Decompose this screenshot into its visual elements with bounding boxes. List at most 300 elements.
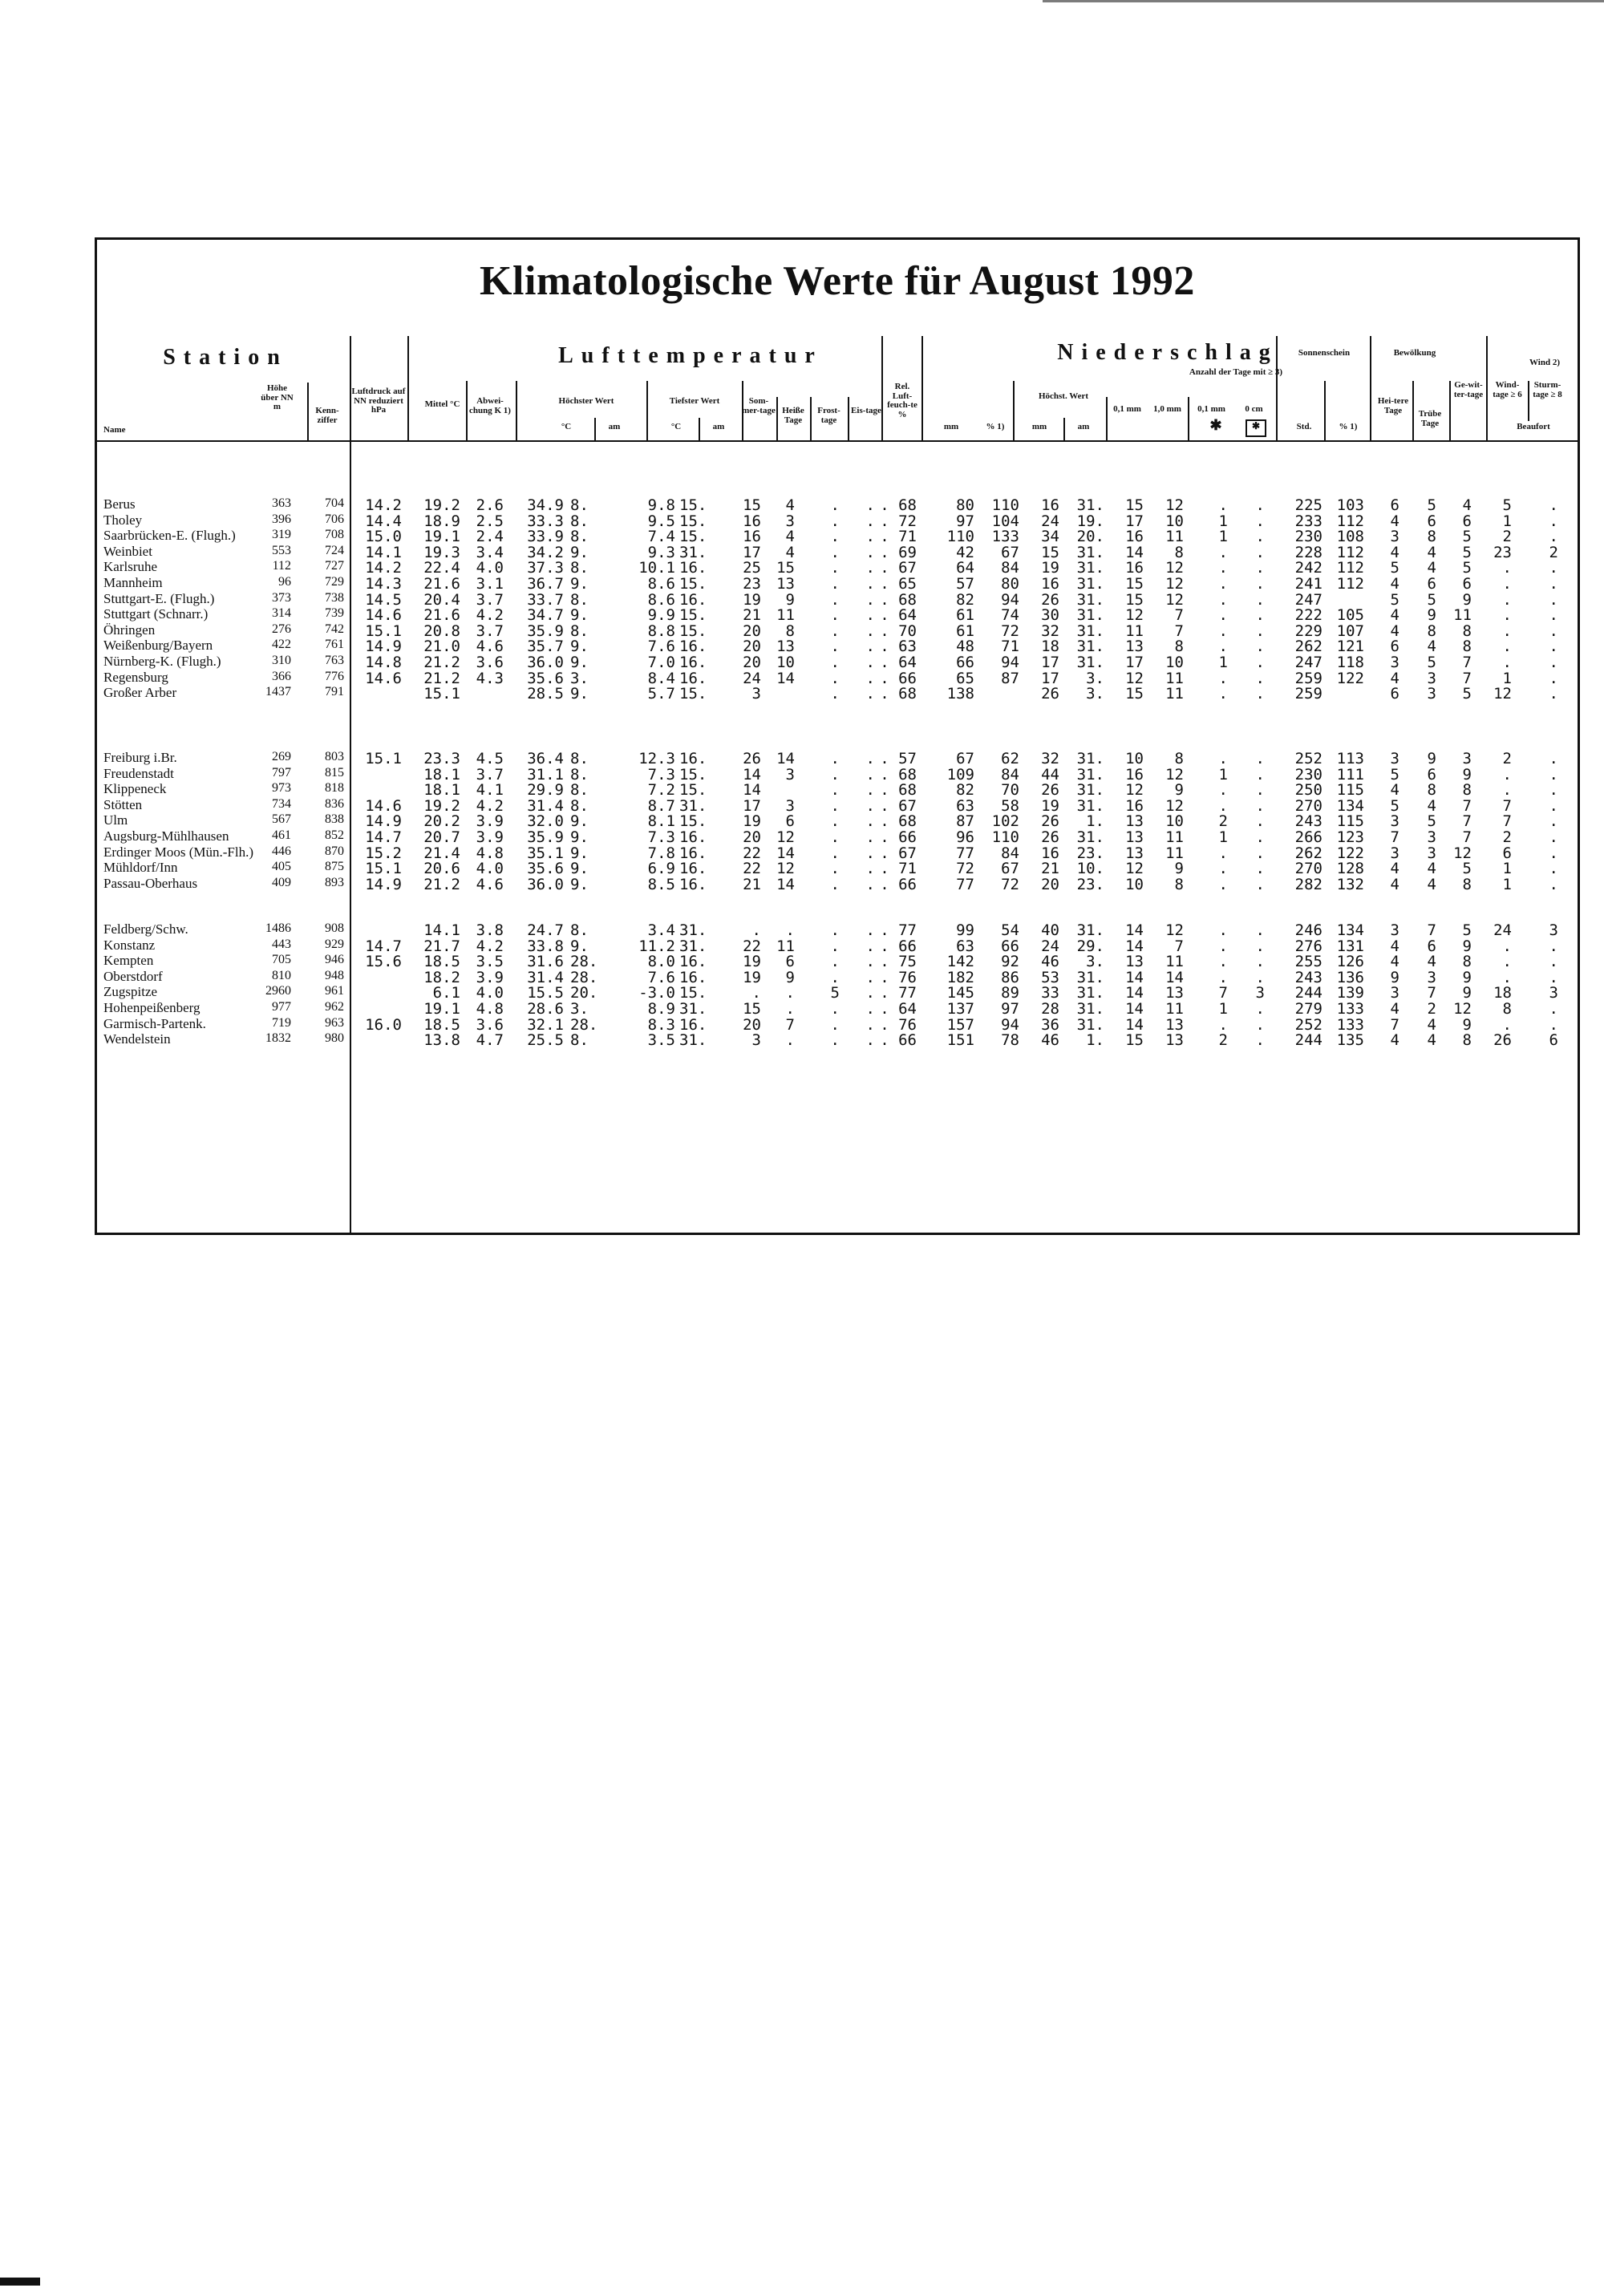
tage-01mm-b-cell: 1 bbox=[1218, 828, 1228, 846]
station-name-cell: Garmisch-Partenk. bbox=[103, 1015, 206, 1031]
sonne-prozent-cell: 108 bbox=[1336, 528, 1364, 546]
tage-01mm-cell: 12 bbox=[1125, 860, 1144, 878]
hoechst-temp-am-cell: 9. bbox=[570, 575, 589, 593]
niederschlag-prozent-cell: 84 bbox=[1001, 765, 1019, 784]
eistage-cell: . bbox=[865, 1000, 875, 1018]
tiefst-temp-am-cell: 16. bbox=[679, 559, 707, 577]
hoechst-temp-cell: 34.9 bbox=[527, 496, 564, 514]
frosttage-cell: . bbox=[830, 543, 840, 561]
tiefst-temp-cell: 7.3 bbox=[647, 765, 675, 784]
niederschlag-mm-cell: 66 bbox=[956, 654, 974, 671]
frosttage-cell: . bbox=[830, 781, 840, 800]
header-hoechster-wert: Höchster Wert bbox=[558, 396, 614, 406]
hoechst-temp-cell: 37.3 bbox=[527, 559, 564, 577]
header-hoechst-wert: Höchst. Wert bbox=[1038, 391, 1089, 401]
tage-01mm-cell: 14 bbox=[1125, 1015, 1144, 1034]
sturmtage-cell: . bbox=[1549, 669, 1558, 687]
kennziffer-cell: 946 bbox=[325, 953, 344, 967]
rel-feuchte-cell: . 64 bbox=[880, 606, 917, 625]
luftdruck-cell: 14.6 bbox=[365, 606, 402, 625]
tage-01mm-b-cell: . bbox=[1218, 968, 1228, 986]
hoechst-mm-cell: 16 bbox=[1041, 844, 1059, 862]
hdr-rule bbox=[1449, 381, 1451, 440]
sommertage-cell: 15 bbox=[743, 496, 761, 514]
niederschlag-mm-cell: 72 bbox=[956, 860, 974, 878]
eistage-cell: . bbox=[865, 765, 875, 784]
tage-01mm-b-cell: . bbox=[1218, 921, 1228, 939]
heitere-tage-cell: 9 bbox=[1390, 968, 1399, 986]
sturmtage-cell: . bbox=[1549, 638, 1558, 656]
niederschlag-prozent-cell: 104 bbox=[991, 512, 1019, 530]
hoechst-am-cell: 31. bbox=[1076, 1015, 1104, 1034]
niederschlag-mm-cell: 97 bbox=[956, 512, 974, 530]
station-name-cell: Oberstdorf bbox=[103, 968, 163, 984]
hoehe-cell: 366 bbox=[272, 669, 291, 683]
niederschlag-mm-cell: 138 bbox=[946, 685, 974, 703]
hoechst-am-cell: 23. bbox=[1076, 844, 1104, 862]
tage-10mm-cell: 8 bbox=[1174, 543, 1184, 561]
hoehe-cell: 314 bbox=[272, 606, 291, 621]
niederschlag-prozent-cell: 89 bbox=[1001, 984, 1019, 1002]
sonne-prozent-cell: 118 bbox=[1336, 654, 1364, 671]
sturmtage-cell: . bbox=[1549, 937, 1558, 955]
abweichung-cell: 4.8 bbox=[476, 844, 504, 862]
rel-feuchte-cell: . 66 bbox=[880, 669, 917, 687]
abweichung-cell: 4.1 bbox=[476, 781, 504, 800]
niederschlag-mm-cell: 87 bbox=[956, 812, 974, 831]
tiefst-temp-am-cell: 16. bbox=[679, 590, 707, 609]
hoechst-mm-cell: 18 bbox=[1041, 638, 1059, 656]
eistage-cell: . bbox=[865, 1031, 875, 1050]
sturmtage-cell: . bbox=[1549, 512, 1558, 530]
gewitter-cell: 5 bbox=[1462, 528, 1472, 546]
kennziffer-cell: 838 bbox=[325, 812, 344, 827]
hoechst-am-cell: 31. bbox=[1076, 984, 1104, 1002]
tage-01mm-b-cell: . bbox=[1218, 496, 1228, 514]
tage-01mm-b-cell: 2 bbox=[1218, 1031, 1228, 1050]
windtage-cell: . bbox=[1502, 622, 1512, 640]
luftdruck-cell: 14.2 bbox=[365, 496, 402, 514]
sonne-prozent-cell: 115 bbox=[1336, 781, 1364, 800]
heisse-tage-cell: 7 bbox=[785, 1015, 795, 1034]
hoechst-mm-cell: 36 bbox=[1041, 1015, 1059, 1034]
kennziffer-cell: 738 bbox=[325, 590, 344, 605]
hoehe-cell: 2960 bbox=[265, 984, 291, 998]
sonne-std-cell: 276 bbox=[1294, 937, 1322, 955]
hoechst-temp-cell: 33.8 bbox=[527, 937, 564, 955]
hoechst-temp-am-cell: 8. bbox=[570, 528, 589, 546]
mittel-cell: 18.9 bbox=[423, 512, 460, 530]
hdr-rule bbox=[921, 336, 923, 440]
snow-symbol-icon: ✱ bbox=[1209, 417, 1222, 433]
eistage-cell: . bbox=[865, 622, 875, 640]
luftdruck-cell: 15.2 bbox=[365, 844, 402, 862]
tiefst-temp-am-cell: 15. bbox=[679, 765, 707, 784]
abweichung-cell: 3.9 bbox=[476, 968, 504, 986]
hoehe-cell: 443 bbox=[272, 937, 291, 951]
niederschlag-mm-cell: 182 bbox=[946, 968, 974, 986]
tage-10mm-cell: 12 bbox=[1165, 590, 1184, 609]
mittel-cell: 18.5 bbox=[423, 1015, 460, 1034]
sommertage-cell: 22 bbox=[743, 937, 761, 955]
frosttage-cell: . bbox=[830, 622, 840, 640]
sommertage-cell: 14 bbox=[743, 765, 761, 784]
sonne-std-cell: 259 bbox=[1294, 685, 1322, 703]
gewitter-cell: 6 bbox=[1462, 575, 1472, 593]
sonne-prozent-cell: 103 bbox=[1336, 496, 1364, 514]
mittel-cell: 19.1 bbox=[423, 528, 460, 546]
tage-01mm-b-cell: 1 bbox=[1218, 1000, 1228, 1018]
heisse-tage-cell: 3 bbox=[785, 796, 795, 815]
hoechst-temp-cell: 31.4 bbox=[527, 968, 564, 986]
tage-10mm-cell: 12 bbox=[1165, 765, 1184, 784]
eistage-cell: . bbox=[865, 575, 875, 593]
eistage-cell: . bbox=[865, 559, 875, 577]
station-name-cell: Augsburg-Mühlhausen bbox=[103, 828, 229, 844]
hoechst-temp-cell: 34.7 bbox=[527, 606, 564, 625]
kennziffer-cell: 791 bbox=[325, 685, 344, 699]
tiefst-temp-am-cell: 16. bbox=[679, 828, 707, 846]
header-hoehe: Höhe über NN m bbox=[261, 383, 294, 412]
station-name-cell: Karlsruhe bbox=[103, 559, 158, 575]
hoechst-mm-cell: 24 bbox=[1041, 512, 1059, 530]
tiefst-temp-am-cell: 31. bbox=[679, 921, 707, 939]
tage-10mm-cell: 8 bbox=[1174, 750, 1184, 767]
frosttage-cell: . bbox=[830, 496, 840, 514]
frosttage-cell: . bbox=[830, 1015, 840, 1034]
eistage-cell: . bbox=[865, 844, 875, 862]
niederschlag-mm-cell: 42 bbox=[956, 543, 974, 561]
tiefst-temp-cell: 8.9 bbox=[647, 1000, 675, 1018]
station-divider bbox=[350, 336, 351, 1235]
tiefst-temp-cell: 8.1 bbox=[647, 812, 675, 831]
mittel-cell: 19.3 bbox=[423, 543, 460, 561]
tage-10mm-cell: 11 bbox=[1165, 953, 1184, 971]
header-heitere: Hei-tere Tage bbox=[1377, 396, 1409, 415]
truebe-tage-cell: 4 bbox=[1427, 559, 1436, 577]
sonne-std-cell: 270 bbox=[1294, 796, 1322, 815]
mittel-cell: 22.4 bbox=[423, 559, 460, 577]
header-luftdruck: Luftdruck auf NN reduziert hPa bbox=[351, 387, 406, 415]
heitere-tage-cell: 4 bbox=[1390, 575, 1399, 593]
luftdruck-cell: 15.6 bbox=[365, 953, 402, 971]
tage-01mm-b-cell: . bbox=[1218, 953, 1228, 971]
tage-01mm-b-cell: . bbox=[1218, 606, 1228, 625]
sturmtage-cell: . bbox=[1549, 528, 1558, 546]
hoechst-am-cell: 1. bbox=[1086, 812, 1104, 831]
tage-schnee-cell: . bbox=[1255, 559, 1265, 577]
hdr-rule bbox=[848, 397, 849, 440]
luftdruck-cell: 14.4 bbox=[365, 512, 402, 530]
mittel-cell: 18.2 bbox=[423, 968, 460, 986]
truebe-tage-cell: 8 bbox=[1427, 528, 1436, 546]
windtage-cell: . bbox=[1502, 937, 1512, 955]
header-sturmtage: Sturm-tage ≥ 8 bbox=[1533, 380, 1562, 399]
kennziffer-cell: 724 bbox=[325, 543, 344, 557]
hoechst-temp-am-cell: 9. bbox=[570, 860, 589, 878]
header-heisse-tage: Heiße Tage bbox=[782, 406, 804, 425]
kennziffer-cell: 836 bbox=[325, 796, 344, 811]
sommertage-cell: 20 bbox=[743, 638, 761, 656]
hoehe-cell: 446 bbox=[272, 844, 291, 858]
tiefst-temp-am-cell: 16. bbox=[679, 750, 707, 767]
rel-feuchte-cell: . 68 bbox=[880, 590, 917, 609]
abweichung-cell: 2.6 bbox=[476, 496, 504, 514]
gewitter-cell: 7 bbox=[1462, 796, 1472, 815]
tiefst-temp-am-cell: 16. bbox=[679, 669, 707, 687]
tage-01mm-cell: 12 bbox=[1125, 606, 1144, 625]
tage-01mm-b-cell: . bbox=[1218, 638, 1228, 656]
hdr-rule bbox=[594, 418, 596, 440]
niederschlag-mm-cell: 77 bbox=[956, 844, 974, 862]
hoechst-am-cell: 31. bbox=[1076, 654, 1104, 671]
mittel-cell: 20.8 bbox=[423, 622, 460, 640]
kennziffer-cell: 870 bbox=[325, 844, 344, 858]
hoechst-am-cell: 31. bbox=[1076, 750, 1104, 767]
windtage-cell: . bbox=[1502, 968, 1512, 986]
hdr-rule bbox=[810, 397, 812, 440]
sonne-prozent-cell: 105 bbox=[1336, 606, 1364, 625]
gewitter-cell: 9 bbox=[1462, 984, 1472, 1002]
sturmtage-cell: . bbox=[1549, 685, 1558, 703]
header-lufttemperatur: Lufttemperatur bbox=[558, 343, 823, 368]
tiefst-temp-cell: 8.3 bbox=[647, 1015, 675, 1034]
tage-01mm-cell: 11 bbox=[1125, 622, 1144, 640]
tage-01mm-cell: 10 bbox=[1125, 750, 1144, 767]
windtage-cell: 6 bbox=[1502, 844, 1512, 862]
heitere-tage-cell: 4 bbox=[1390, 781, 1399, 800]
hdr-rule bbox=[1370, 336, 1371, 440]
eistage-cell: . bbox=[865, 638, 875, 656]
sturmtage-cell: . bbox=[1549, 812, 1558, 831]
hoehe-cell: 705 bbox=[272, 953, 291, 967]
tage-01mm-cell: 16 bbox=[1125, 796, 1144, 815]
tage-01mm-cell: 14 bbox=[1125, 543, 1144, 561]
station-name-cell: Regensburg bbox=[103, 669, 168, 685]
kennziffer-cell: 729 bbox=[325, 575, 344, 589]
hdr-rule bbox=[1486, 336, 1488, 440]
heitere-tage-cell: 3 bbox=[1390, 654, 1399, 671]
windtage-cell: 2 bbox=[1502, 828, 1512, 846]
header-niederschlag-mm: mm bbox=[943, 422, 959, 431]
gewitter-cell: 5 bbox=[1462, 685, 1472, 703]
heitere-tage-cell: 4 bbox=[1390, 953, 1399, 971]
tage-01mm-b-cell: . bbox=[1218, 781, 1228, 800]
windtage-cell: 7 bbox=[1502, 812, 1512, 831]
header-kennziffer: Kenn-ziffer bbox=[315, 406, 339, 425]
tage-schnee-cell: . bbox=[1255, 638, 1265, 656]
station-name-cell: Saarbrücken-E. (Flugh.) bbox=[103, 528, 236, 544]
windtage-cell: . bbox=[1502, 765, 1512, 784]
station-name-cell: Großer Arber bbox=[103, 685, 177, 701]
tage-01mm-cell: 13 bbox=[1125, 844, 1144, 862]
abweichung-cell: 4.6 bbox=[476, 638, 504, 656]
sonne-prozent-cell: 135 bbox=[1336, 1031, 1364, 1050]
tiefst-temp-am-cell: 16. bbox=[679, 844, 707, 862]
sommertage-cell: 19 bbox=[743, 812, 761, 831]
hoehe-cell: 1832 bbox=[265, 1031, 291, 1046]
station-name-cell: Mannheim bbox=[103, 575, 163, 590]
gewitter-cell: 8 bbox=[1462, 875, 1472, 893]
truebe-tage-cell: 4 bbox=[1427, 543, 1436, 561]
tage-01mm-cell: 17 bbox=[1125, 654, 1144, 671]
heitere-tage-cell: 3 bbox=[1390, 812, 1399, 831]
sommertage-cell: 19 bbox=[743, 590, 761, 609]
kennziffer-cell: 980 bbox=[325, 1031, 344, 1046]
sturmtage-cell: . bbox=[1549, 765, 1558, 784]
windtage-cell: 8 bbox=[1502, 1000, 1512, 1018]
frosttage-cell: . bbox=[830, 750, 840, 767]
header-tiefster-am: am bbox=[712, 422, 725, 431]
hoechst-mm-cell: 32 bbox=[1041, 750, 1059, 767]
header-mittel: Mittel °C bbox=[424, 399, 460, 409]
hoechst-mm-cell: 24 bbox=[1041, 937, 1059, 955]
rel-feuchte-cell: . 70 bbox=[880, 622, 917, 640]
tage-01mm-b-cell: 1 bbox=[1218, 512, 1228, 530]
tage-schnee-cell: . bbox=[1255, 1031, 1265, 1050]
tage-10mm-cell: 7 bbox=[1174, 937, 1184, 955]
station-name-cell: Berus bbox=[103, 496, 136, 512]
niederschlag-prozent-cell: 84 bbox=[1001, 559, 1019, 577]
hoechst-mm-cell: 46 bbox=[1041, 953, 1059, 971]
windtage-cell: 2 bbox=[1502, 528, 1512, 546]
luftdruck-cell: 15.0 bbox=[365, 528, 402, 546]
sommertage-cell: 21 bbox=[743, 875, 761, 893]
eistage-cell: . bbox=[865, 590, 875, 609]
hoehe-cell: 310 bbox=[272, 654, 291, 667]
tage-10mm-cell: 13 bbox=[1165, 1015, 1184, 1034]
sonne-prozent-cell: 123 bbox=[1336, 828, 1364, 846]
eistage-cell: . bbox=[865, 685, 875, 703]
hoechst-temp-am-cell: 28. bbox=[570, 968, 598, 986]
hoechst-temp-cell: 31.4 bbox=[527, 796, 564, 815]
rel-feuchte-cell: . 66 bbox=[880, 875, 917, 893]
hdr-rule bbox=[881, 336, 883, 440]
mittel-cell: 21.7 bbox=[423, 937, 460, 955]
truebe-tage-cell: 4 bbox=[1427, 796, 1436, 815]
frosttage-cell: . bbox=[830, 921, 840, 939]
niederschlag-mm-cell: 145 bbox=[946, 984, 974, 1002]
mittel-cell: 21.2 bbox=[423, 669, 460, 687]
kennziffer-cell: 852 bbox=[325, 828, 344, 842]
sonne-prozent-cell: 134 bbox=[1336, 796, 1364, 815]
sturmtage-cell: . bbox=[1549, 844, 1558, 862]
header-gewitter: Ge-wit-ter-tage bbox=[1453, 380, 1484, 399]
tage-01mm-cell: 17 bbox=[1125, 512, 1144, 530]
gewitter-cell: 12 bbox=[1453, 844, 1472, 862]
hdr-rule bbox=[1106, 397, 1108, 440]
heisse-tage-cell: 3 bbox=[785, 765, 795, 784]
hoechst-temp-cell: 35.1 bbox=[527, 844, 564, 862]
kennziffer-cell: 815 bbox=[325, 765, 344, 780]
hdr-rule bbox=[776, 397, 778, 440]
sonne-std-cell: 244 bbox=[1294, 1031, 1322, 1050]
gewitter-cell: 8 bbox=[1462, 622, 1472, 640]
heisse-tage-cell: 14 bbox=[776, 844, 795, 862]
rel-feuchte-cell: . 67 bbox=[880, 559, 917, 577]
station-name-cell: Freudenstadt bbox=[103, 765, 174, 781]
tage-schnee-cell: . bbox=[1255, 750, 1265, 767]
hdr-rule bbox=[307, 383, 309, 440]
tage-schnee-cell: . bbox=[1255, 812, 1265, 831]
tiefst-temp-cell: 7.8 bbox=[647, 844, 675, 862]
luftdruck-cell: 14.7 bbox=[365, 937, 402, 955]
tiefst-temp-am-cell: 15. bbox=[679, 512, 707, 530]
sonne-std-cell: 233 bbox=[1294, 512, 1322, 530]
heitere-tage-cell: 3 bbox=[1390, 528, 1399, 546]
frosttage-cell: . bbox=[830, 860, 840, 878]
hoechst-am-cell: 31. bbox=[1076, 559, 1104, 577]
niederschlag-prozent-cell: 58 bbox=[1001, 796, 1019, 815]
tiefst-temp-am-cell: 16. bbox=[679, 638, 707, 656]
tage-01mm-b-cell: . bbox=[1218, 1015, 1228, 1034]
mittel-cell: 19.2 bbox=[423, 496, 460, 514]
sonne-std-cell: 270 bbox=[1294, 860, 1322, 878]
eistage-cell: . bbox=[865, 606, 875, 625]
niederschlag-prozent-cell: 78 bbox=[1001, 1031, 1019, 1050]
gewitter-cell: 9 bbox=[1462, 765, 1472, 784]
windtage-cell: . bbox=[1502, 781, 1512, 800]
heisse-tage-cell: 11 bbox=[776, 606, 795, 625]
tiefst-temp-cell: 7.0 bbox=[647, 654, 675, 671]
hoechst-temp-am-cell: 8. bbox=[570, 622, 589, 640]
luftdruck-cell: 14.1 bbox=[365, 543, 402, 561]
sonne-prozent-cell: 122 bbox=[1336, 669, 1364, 687]
tage-01mm-cell: 15 bbox=[1125, 590, 1144, 609]
hoechst-mm-cell: 19 bbox=[1041, 559, 1059, 577]
tage-01mm-b-cell: . bbox=[1218, 559, 1228, 577]
sturmtage-cell: . bbox=[1549, 953, 1558, 971]
truebe-tage-cell: 4 bbox=[1427, 860, 1436, 878]
station-name-cell: Konstanz bbox=[103, 937, 156, 953]
heitere-tage-cell: 7 bbox=[1390, 828, 1399, 846]
mittel-cell: 23.3 bbox=[423, 750, 460, 767]
hdr-rule bbox=[1063, 418, 1065, 440]
hoehe-cell: 363 bbox=[272, 496, 291, 510]
abweichung-cell: 3.6 bbox=[476, 654, 504, 671]
tiefst-temp-am-cell: 16. bbox=[679, 968, 707, 986]
truebe-tage-cell: 5 bbox=[1427, 654, 1436, 671]
eistage-cell: . bbox=[865, 937, 875, 955]
gewitter-cell: 8 bbox=[1462, 1031, 1472, 1050]
niederschlag-mm-cell: 63 bbox=[956, 937, 974, 955]
niederschlag-prozent-cell: 92 bbox=[1001, 953, 1019, 971]
tage-01mm-cell: 15 bbox=[1125, 685, 1144, 703]
tiefst-temp-am-cell: 15. bbox=[679, 984, 707, 1002]
niederschlag-prozent-cell: 62 bbox=[1001, 750, 1019, 767]
tage-10mm-cell: 10 bbox=[1165, 654, 1184, 671]
truebe-tage-cell: 7 bbox=[1427, 984, 1436, 1002]
gewitter-cell: 5 bbox=[1462, 860, 1472, 878]
windtage-cell: 1 bbox=[1502, 512, 1512, 530]
hoechst-mm-cell: 26 bbox=[1041, 828, 1059, 846]
eistage-cell: . bbox=[865, 781, 875, 800]
hoechst-temp-cell: 36.4 bbox=[527, 750, 564, 767]
hdr-rule bbox=[699, 418, 700, 440]
station-name-cell: Erdinger Moos (Mün.-Flh.) bbox=[103, 844, 253, 860]
tiefst-temp-cell: 8.8 bbox=[647, 622, 675, 640]
abweichung-cell: 4.6 bbox=[476, 875, 504, 893]
tiefst-temp-cell: 9.8 bbox=[647, 496, 675, 514]
hoechst-mm-cell: 15 bbox=[1041, 543, 1059, 561]
kennziffer-cell: 776 bbox=[325, 669, 344, 683]
hdr-rule bbox=[1188, 397, 1189, 440]
tiefst-temp-cell: 3.5 bbox=[647, 1031, 675, 1050]
tage-10mm-cell: 11 bbox=[1165, 669, 1184, 687]
windtage-cell: . bbox=[1502, 638, 1512, 656]
tiefst-temp-cell: 8.7 bbox=[647, 796, 675, 815]
tiefst-temp-am-cell: 15. bbox=[679, 622, 707, 640]
